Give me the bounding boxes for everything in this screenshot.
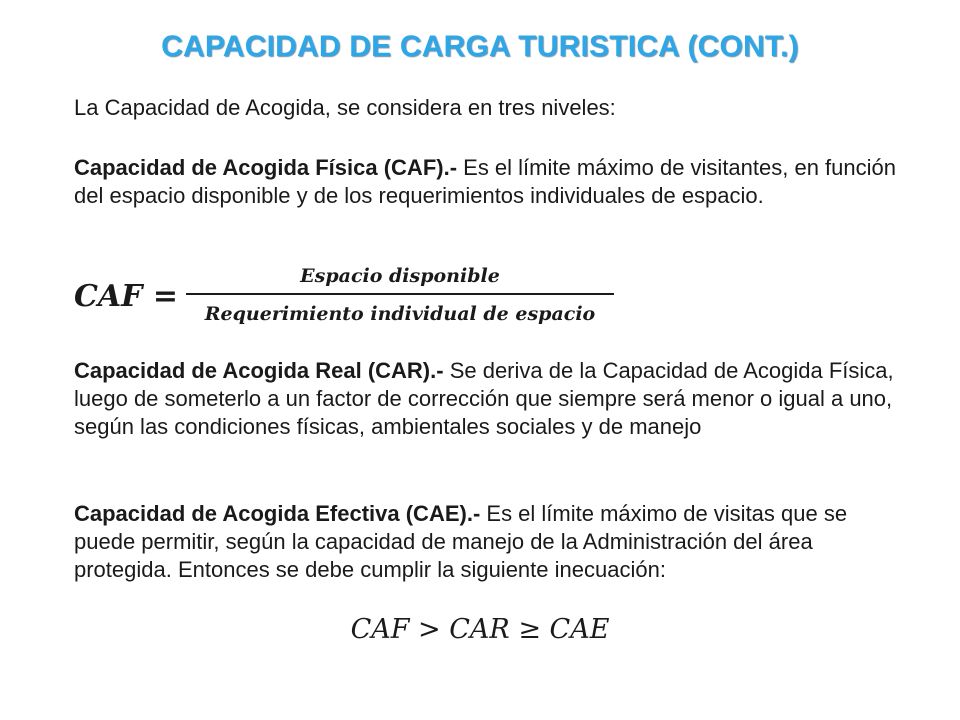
slide-title: CAPACIDAD DE CARGA TURISTICA (CONT.) xyxy=(161,30,799,63)
caf-formula-fraction xyxy=(186,263,614,327)
inequality-formula: CAF > CAR ≥ CAE xyxy=(350,614,610,645)
cae-text: Es el límite máximo de visitas que se puede permitir, según la capacidad de manejo de la Administración del área protegida. Entonces se debe cumplir la siguiente inecuación: xyxy=(74,501,848,582)
fraction-bar xyxy=(186,293,614,295)
car-text: Se deriva de la Capacidad de Acogida Física, luego de someterlo a un factor de corrección que siempre será menor o igual a uno, según las condiciones físicas, ambientales sociales y de manejo xyxy=(74,358,894,439)
cae-heading: Capacidad de Acogida Efectiva (CAE).- xyxy=(74,501,481,526)
caf-formula-denominator: Requerimiento individual de espacio xyxy=(204,303,596,325)
car-heading: Capacidad de Acogida Real (CAR).- xyxy=(74,358,444,383)
intro-paragraph: La Capacidad de Acogida, se considera en tres niveles: xyxy=(74,95,616,120)
caf-paragraph xyxy=(74,154,904,210)
caf-formula xyxy=(74,263,634,333)
caf-formula-lhs: CAF = xyxy=(74,279,179,314)
caf-text: Es el límite máximo de visitantes, en función del espacio disponible y de los requerimientos individuales de espacio. xyxy=(74,155,896,208)
cae-paragraph xyxy=(74,500,904,584)
caf-heading: Capacidad de Acogida Física (CAF).- xyxy=(74,155,458,180)
caf-formula-numerator: Espacio disponible xyxy=(300,265,500,287)
car-paragraph xyxy=(74,357,904,441)
